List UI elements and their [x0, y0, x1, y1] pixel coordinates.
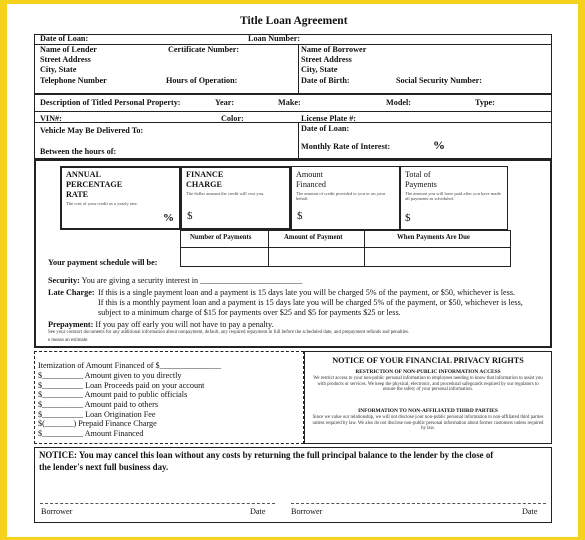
model-label: Model: [386, 98, 412, 107]
between-hours-label: Between the hours of: [40, 147, 117, 156]
apr-title-2: PERCENTAGE [66, 180, 123, 189]
license-plate-label: License Plate #: [301, 114, 357, 123]
monthly-rate-label: Monthly Rate of Interest: [301, 142, 391, 151]
lender-phone-label: Telephone Number [40, 76, 107, 85]
schedule-col-number: Number of Payments [190, 234, 252, 241]
delivered-to-label: Vehicle May Be Delivered To: [40, 126, 144, 135]
itemization-title: Itemization of Amount Financed of $_______________ [38, 361, 222, 370]
date-label-1: Date [250, 507, 266, 516]
amount-title-2: Financed [296, 180, 327, 189]
apr-percent: % [163, 212, 174, 224]
year-label: Year: [215, 98, 235, 107]
borrower-name-label: Name of Borrower [301, 45, 367, 54]
amount-title-1: Amount [296, 170, 323, 179]
amount-description: The amount of credit provided to you or on your behalf. [296, 191, 386, 202]
date-of-loan-label: Date of Loan: [40, 34, 89, 43]
borrower-label-2: Borrower [291, 507, 323, 516]
lender-street-label: Street Address [40, 55, 91, 64]
late-charge-monthly: If this is a monthly payment loan and a payment is 15 days late you will be charged 5% of the payment, or $50, whichever is less, [98, 298, 523, 307]
date-label-2: Date [522, 507, 538, 516]
itemization-row-5: $__________ Loan Origination Fee [38, 410, 156, 419]
contract-note: See your contract documents for any additional information about nonpayment, default, any required repayment in full before the scheduled date, and prepayment refunds and penalties. [48, 330, 410, 335]
prepayment-label: Prepayment: [48, 320, 94, 329]
itemization-row-4: $__________ Amount paid to others [38, 400, 159, 409]
total-title-1: Total of [405, 170, 431, 179]
privacy-title: NOTICE OF YOUR FINANCIAL PRIVACY RIGHTS [332, 356, 524, 365]
notice-text-1: You may cancel this loan without any costs by returning the full principal balance to the lender by the close of [78, 450, 494, 460]
itemization-row-6: $(_______) Prepaid Finance Charge [38, 419, 157, 428]
prepayment-line [48, 320, 274, 330]
loan-agreement-page [7, 4, 578, 537]
lender-name-label: Name of Lender [40, 45, 97, 54]
finance-dollar: $ [187, 210, 193, 222]
prepayment-text: If you pay off early you will not have to pay a penalty. [95, 320, 274, 329]
vehicle-date-of-loan-label: Date of Loan: [301, 124, 350, 133]
monthly-rate-percent: % [433, 138, 445, 152]
borrower-city-label: City, State [301, 65, 338, 74]
privacy-body-1: We restrict access to your non-public personal information to employees needing to know that information to assist you with products or services. We keep the physical, electronic, and procedural safeguards required by our regulators to ensure the safety of your personal information. [313, 376, 543, 393]
privacy-subtitle-1: RESTRICTION OF NON-PUBLIC INFORMATION ACCESS [355, 369, 501, 375]
schedule-col-due: When Payments Are Due [397, 234, 470, 241]
make-label: Make: [278, 98, 301, 107]
late-charge-label: Late Charge: [48, 288, 95, 297]
finance-title-2: CHARGE [186, 180, 222, 189]
privacy-subtitle-2: INFORMATION TO NON-AFFILIATED THIRD PARTIES [358, 408, 498, 414]
hours-of-operation-label: Hours of Operation: [166, 76, 238, 85]
estimate-note: e means an estimate. [48, 338, 89, 343]
type-label: Type: [475, 98, 495, 107]
itemization-row-1: $__________ Amount given to you directly [38, 371, 182, 380]
apr-title-3: RATE [66, 190, 89, 199]
borrower-label-1: Borrower [41, 507, 73, 516]
privacy-body-2: Since we value our relationship, we will not disclose your non-public personal information to non-affiliated third parties unless required by law. We also do not disclose non-public personal information about former customers unless required by law. [312, 415, 544, 432]
property-description-label: Description of Titled Personal Property: [40, 98, 181, 107]
total-title-2: Payments [405, 180, 437, 189]
borrower-street-label: Street Address [301, 55, 352, 64]
finance-title-1: FINANCE [186, 170, 224, 179]
late-charge-minimum: subject to a minimum charge of $15 for payments over $25 and $5 for payments $25 or less. [98, 308, 401, 317]
itemization-row-3: $__________ Amount paid to public officials [38, 390, 188, 399]
finance-description: The dollar amount the credit will cost you. [186, 191, 265, 196]
document-title: Title Loan Agreement [240, 15, 348, 27]
lender-city-label: City, State [40, 65, 77, 74]
security-label: Security: [48, 276, 80, 285]
vin-label: VIN#: [40, 114, 62, 123]
borrower-signature-line-1[interactable] [40, 503, 275, 504]
apr-description: The cost of your credit as a yearly rate. [66, 201, 138, 206]
total-dollar: $ [405, 212, 411, 224]
certificate-number-label: Certificate Number: [168, 45, 240, 54]
notice-text-2: the lender's next full business day. [39, 462, 169, 472]
total-description: The amount you will have paid after you have made all payments as scheduled. [405, 191, 501, 202]
notice-line-1 [39, 449, 493, 461]
notice-label: NOTICE: [39, 450, 77, 460]
late-charge-single: If this is a single payment loan and a payment is 15 days late you will be charged 5% of the payment, or $50, whichever is less. [98, 288, 516, 297]
payment-schedule-label: Your payment schedule will be: [48, 258, 158, 267]
ssn-label: Social Security Number: [396, 76, 482, 85]
borrower-signature-line-2[interactable] [291, 503, 546, 504]
security-line [48, 276, 302, 286]
schedule-col-amount: Amount of Payment [284, 234, 343, 241]
color-label: Color: [221, 114, 244, 123]
amount-dollar: $ [297, 210, 303, 222]
borrower-dob-label: Date of Birth: [301, 76, 350, 85]
security-text: You are giving a security interest in _________________________ [81, 276, 303, 285]
apr-title-1: ANNUAL [66, 170, 102, 179]
itemization-row-7: $__________ Amount Financed [38, 429, 144, 438]
loan-number-label: Loan Number: [248, 34, 301, 43]
itemization-row-2: $__________ Loan Proceeds paid on your account [38, 381, 205, 390]
